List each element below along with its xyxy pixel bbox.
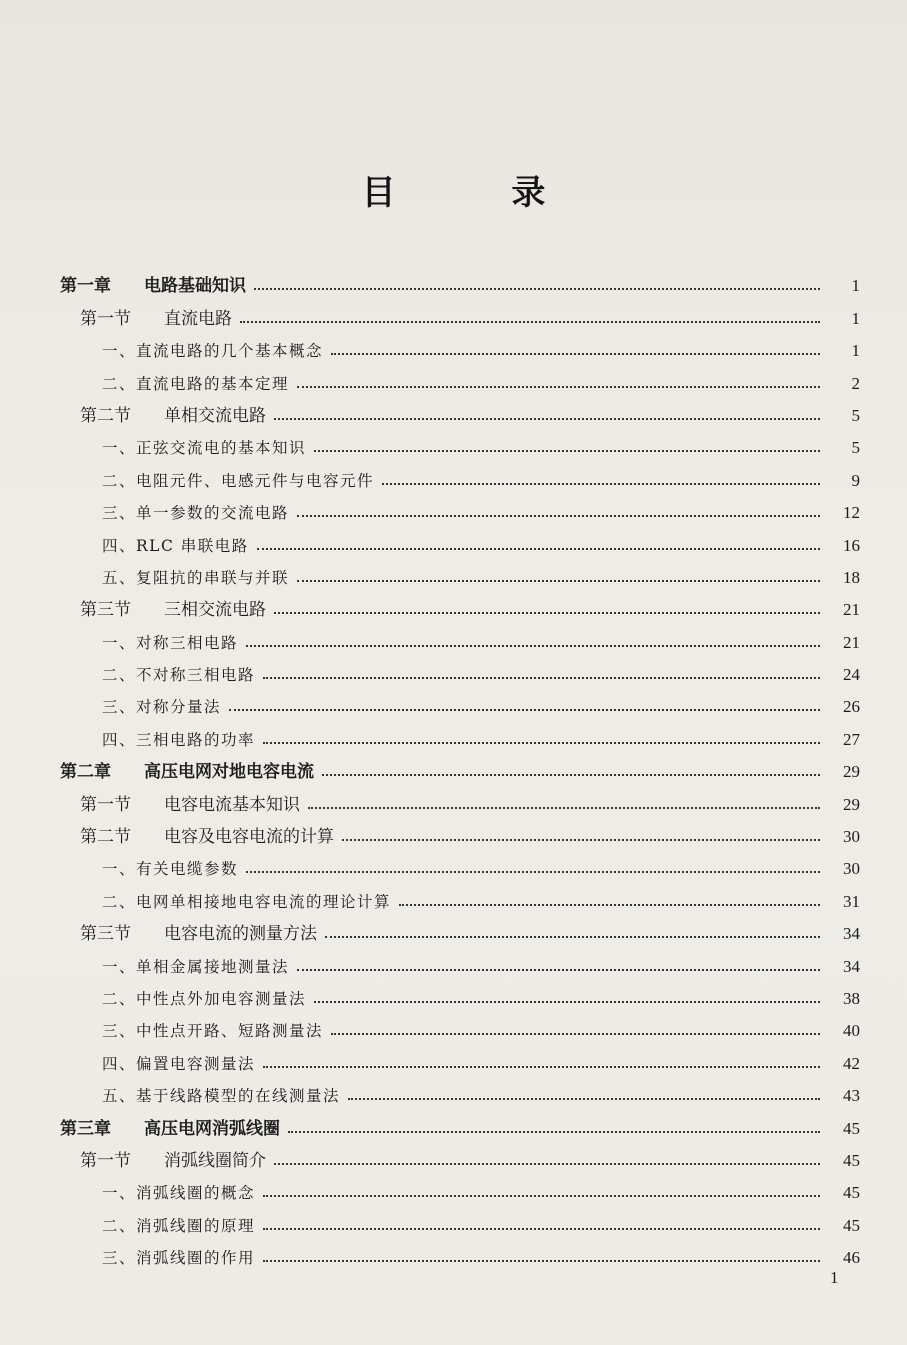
dot-leader xyxy=(240,321,820,323)
toc-entry-label xyxy=(60,1052,255,1074)
toc-entry-title: 三、中性点开路、短路测量法 xyxy=(102,1022,324,1041)
toc-entry-title: 五、复阻抗的串联与并联 xyxy=(102,568,290,587)
toc-entry-page: 43 xyxy=(843,1086,860,1106)
toc-entry-title: 二、消弧线圈的原理 xyxy=(102,1216,256,1235)
toc-entry-item xyxy=(60,1240,860,1272)
dot-leader xyxy=(382,483,820,485)
toc-entry-item xyxy=(60,430,860,462)
toc-entry-title: 二、电网单相接地电容电流的理论计算 xyxy=(102,892,392,911)
toc-entry-label xyxy=(60,1181,255,1203)
toc-entry-item xyxy=(60,851,860,883)
toc-entry-title: 消弧线圈简介 xyxy=(164,1150,266,1171)
toc-entry-page: 21 xyxy=(843,600,860,620)
toc-entry-label xyxy=(60,372,289,394)
toc-entry-title: 三、单一参数的交流电路 xyxy=(102,504,290,523)
dot-leader xyxy=(246,645,820,647)
toc-entry-title: 直流电路 xyxy=(164,308,232,329)
toc-entry-number: 第一节 xyxy=(80,308,131,329)
toc-entry-page: 1 xyxy=(851,276,860,296)
dot-leader xyxy=(263,1228,820,1230)
toc-entry-label xyxy=(60,1246,255,1268)
toc-entry-label xyxy=(60,566,289,588)
dot-leader xyxy=(399,904,820,906)
dot-leader xyxy=(314,450,820,452)
toc-entry-label xyxy=(60,304,232,329)
toc-entry-page: 24 xyxy=(843,665,860,685)
toc-entry-number: 第二章 xyxy=(60,762,111,783)
toc-entry-label xyxy=(60,728,255,750)
dot-leader xyxy=(331,1033,820,1035)
toc-entry-number: 第二节 xyxy=(80,827,131,848)
toc-entry-label xyxy=(60,955,289,977)
toc-entry-number: 第一章 xyxy=(60,276,111,297)
toc-entry-page: 5 xyxy=(851,405,860,425)
toc-entry-item xyxy=(60,560,860,592)
toc-entry-page: 34 xyxy=(843,924,860,944)
toc-entry-number: 第二节 xyxy=(80,405,131,426)
toc-entry-title: 三相交流电路 xyxy=(164,600,266,621)
dot-leader xyxy=(308,807,820,809)
toc-entry-label xyxy=(60,890,391,912)
toc-entry-page: 31 xyxy=(843,891,860,911)
toc-entry-page: 26 xyxy=(843,697,860,717)
dot-leader xyxy=(274,1163,820,1165)
toc-entry-title: 电容及电容电流的计算 xyxy=(164,827,334,848)
toc-entry-label xyxy=(60,595,266,620)
toc-entry-section xyxy=(60,300,860,332)
page-number: 1 xyxy=(830,1268,839,1287)
toc-entry-label xyxy=(60,469,374,491)
toc-entry-item xyxy=(60,883,860,915)
toc-entry-label xyxy=(60,790,300,815)
toc-entry-title: 一、有关电缆参数 xyxy=(102,860,239,879)
dot-leader xyxy=(348,1098,820,1100)
toc-entry-item xyxy=(60,1175,860,1207)
toc-entry-title: 二、中性点外加电容测量法 xyxy=(102,989,307,1008)
toc-entry-title: 一、消弧线圈的概念 xyxy=(102,1184,256,1203)
toc-entry-page: 12 xyxy=(843,503,860,523)
dot-leader xyxy=(297,580,820,582)
toc-entry-label xyxy=(60,822,334,847)
dot-leader xyxy=(229,709,820,711)
toc-entry-title: 五、基于线路模型的在线测量法 xyxy=(102,1087,341,1106)
toc-entry-item xyxy=(60,1078,860,1110)
toc-entry-item xyxy=(60,948,860,980)
toc-entry-title: 二、直流电路的基本定理 xyxy=(102,374,290,393)
toc-entry-section xyxy=(60,592,860,624)
toc-entry-item xyxy=(60,333,860,365)
dot-leader xyxy=(263,1066,820,1068)
toc-entry-chapter xyxy=(60,754,860,786)
dot-leader xyxy=(322,774,820,776)
toc-entry-label xyxy=(60,695,221,717)
toc-entry-item xyxy=(60,495,860,527)
toc-entry-page: 40 xyxy=(843,1021,860,1041)
dot-leader xyxy=(325,936,820,938)
toc-entry-page: 30 xyxy=(843,827,860,847)
toc-entry-page: 9 xyxy=(851,470,860,490)
toc-entry-page: 27 xyxy=(843,729,860,749)
toc-entry-title: 高压电网消弧线圈 xyxy=(144,1118,280,1139)
toc-entry-section xyxy=(60,398,860,430)
toc-entry-page: 29 xyxy=(843,794,860,814)
toc-entry-section xyxy=(60,786,860,818)
dot-leader xyxy=(254,288,820,290)
toc-entry-label xyxy=(60,987,306,1009)
toc-entry-label xyxy=(60,757,314,782)
toc-entry-number: 第三节 xyxy=(80,924,131,945)
toc-entry-page: 2 xyxy=(851,373,860,393)
toc-entry-page: 5 xyxy=(851,438,860,458)
toc-entry-label xyxy=(60,436,306,458)
toc-entry-section xyxy=(60,916,860,948)
toc-entry-item xyxy=(60,462,860,494)
toc-entry-number: 第三章 xyxy=(60,1118,111,1139)
toc-entry-title: 二、不对称三相电路 xyxy=(102,666,256,685)
dot-leader xyxy=(342,839,820,841)
toc-entry-label xyxy=(60,501,289,523)
dot-leader xyxy=(257,548,820,550)
toc-entry-page: 18 xyxy=(843,567,860,587)
dot-leader xyxy=(288,1131,820,1133)
toc-entry-title: 三、对称分量法 xyxy=(102,698,222,717)
toc-entry-item xyxy=(60,1013,860,1045)
toc-entry-page: 21 xyxy=(843,632,860,652)
toc-entry-page: 1 xyxy=(851,341,860,361)
toc-entry-label xyxy=(60,401,266,426)
toc-entry-section xyxy=(60,819,860,851)
toc-entry-title: 电容电流的测量方法 xyxy=(164,924,317,945)
dot-leader xyxy=(297,386,820,388)
dot-leader xyxy=(331,353,820,355)
toc-entry-title: 电路基础知识 xyxy=(144,276,246,297)
dot-leader xyxy=(274,418,820,420)
toc-entry-item xyxy=(60,527,860,559)
dot-leader xyxy=(263,742,820,744)
toc-entry-title: 高压电网对地电容电流 xyxy=(144,762,314,783)
toc-entry-chapter xyxy=(60,1110,860,1142)
toc-entry-item xyxy=(60,365,860,397)
toc-entry-title: 二、电阻元件、电感元件与电容元件 xyxy=(102,471,375,490)
toc-entry-section xyxy=(60,1143,860,1175)
toc-entry-page: 1 xyxy=(851,308,860,328)
toc-entry-page: 29 xyxy=(843,762,860,782)
dot-leader xyxy=(314,1001,820,1003)
toc-entry-title: 一、正弦交流电的基本知识 xyxy=(102,439,307,458)
table-of-contents xyxy=(60,268,860,1272)
toc-entry-page: 30 xyxy=(843,859,860,879)
toc-entry-chapter xyxy=(60,268,860,300)
toc-entry-title: 一、单相金属接地测量法 xyxy=(102,957,290,976)
toc-entry-label xyxy=(60,663,255,685)
toc-entry-number: 第三节 xyxy=(80,600,131,621)
toc-entry-title: 一、对称三相电路 xyxy=(102,633,239,652)
toc-entry-label xyxy=(60,339,323,361)
toc-entry-label xyxy=(60,534,249,556)
toc-entry-page: 46 xyxy=(843,1248,860,1268)
toc-entry-page: 42 xyxy=(843,1053,860,1073)
toc-entry-item xyxy=(60,721,860,753)
toc-entry-page: 38 xyxy=(843,988,860,1008)
toc-entry-title: 单相交流电路 xyxy=(164,405,266,426)
page-title: 目 录 xyxy=(361,173,598,213)
toc-entry-number: 第一节 xyxy=(80,1150,131,1171)
toc-entry-label xyxy=(60,1114,280,1139)
dot-leader xyxy=(297,969,820,971)
toc-entry-page: 45 xyxy=(843,1118,860,1138)
dot-leader xyxy=(263,1260,820,1262)
toc-entry-page: 45 xyxy=(843,1215,860,1235)
toc-entry-label xyxy=(60,271,246,296)
toc-entry-label xyxy=(60,1214,255,1236)
toc-entry-label xyxy=(60,1084,340,1106)
toc-entry-item xyxy=(60,981,860,1013)
toc-entry-item xyxy=(60,1045,860,1077)
toc-entry-label xyxy=(60,1019,323,1041)
toc-entry-label xyxy=(60,1146,266,1171)
toc-entry-item xyxy=(60,657,860,689)
dot-leader xyxy=(263,677,820,679)
toc-entry-title: 四、三相电路的功率 xyxy=(102,730,256,749)
toc-entry-page: 45 xyxy=(843,1183,860,1203)
dot-leader xyxy=(274,612,820,614)
toc-entry-title: 三、消弧线圈的作用 xyxy=(102,1249,256,1268)
toc-entry-title: 四、RLC 串联电路 xyxy=(102,536,249,555)
toc-entry-page: 16 xyxy=(843,535,860,555)
dot-leader xyxy=(263,1195,820,1197)
toc-entry-title: 电容电流基本知识 xyxy=(164,794,300,815)
toc-entry-title: 一、直流电路的几个基本概念 xyxy=(102,342,324,361)
toc-entry-item xyxy=(60,1207,860,1239)
toc-entry-number: 第一节 xyxy=(80,794,131,815)
toc-entry-item xyxy=(60,624,860,656)
toc-entry-title: 四、偏置电容测量法 xyxy=(102,1054,256,1073)
toc-entry-label xyxy=(60,631,238,653)
toc-entry-page: 45 xyxy=(843,1150,860,1170)
toc-entry-label xyxy=(60,919,317,944)
toc-entry-item xyxy=(60,689,860,721)
toc-entry-label xyxy=(60,857,238,879)
dot-leader xyxy=(246,871,820,873)
dot-leader xyxy=(297,515,820,517)
toc-entry-page: 34 xyxy=(843,956,860,976)
